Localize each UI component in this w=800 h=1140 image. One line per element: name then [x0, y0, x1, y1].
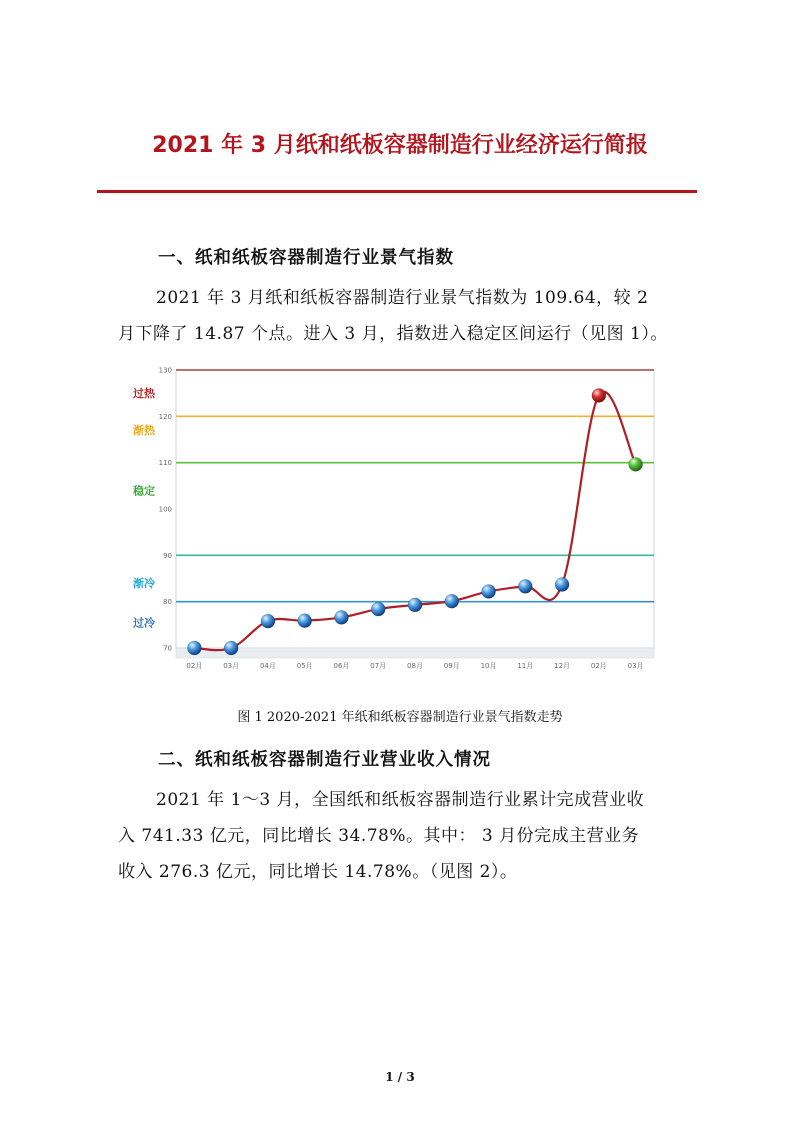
document-title: 2021 年 3 月纸和纸板容器制造行业经济运行简报: [152, 133, 648, 158]
zone-label-1: 过热: [133, 387, 155, 401]
data-point-1: [187, 641, 201, 655]
y-tick-70: 70: [163, 644, 172, 653]
zone-label-3: 稳定: [133, 484, 155, 498]
y-tick-90: 90: [163, 551, 172, 560]
y-tick-130: 130: [158, 366, 172, 375]
x-tick-7: 08月: [407, 662, 423, 670]
x-axis-band: [176, 648, 654, 658]
section1-paragraph: [118, 280, 703, 352]
data-point-10: [518, 579, 532, 593]
x-tick-8: 09月: [443, 662, 460, 670]
x-tick-12: 02月: [590, 662, 607, 670]
section1-heading: 一、纸和纸板容器制造行业景气指数: [158, 248, 454, 268]
data-point-8: [445, 594, 459, 608]
x-tick-5: 06月: [333, 662, 350, 670]
x-tick-6: 07月: [370, 662, 387, 670]
zone-label-2: 渐热: [133, 424, 155, 438]
section2-line3: 收入 276.3 亿元，同比增长 14.78%。（见图 2）。: [118, 862, 518, 882]
x-tick-3: 04月: [259, 662, 276, 670]
data-point-3: [261, 614, 275, 628]
data-point-9: [482, 584, 496, 598]
x-tick-2: 03月: [223, 662, 240, 670]
data-point-7: [408, 598, 422, 612]
title-divider: [97, 190, 697, 193]
y-tick-110: 110: [158, 459, 172, 468]
page-number: 1 / 3: [385, 1070, 415, 1084]
x-tick-13: 03月: [627, 662, 644, 670]
x-tick-4: 05月: [296, 662, 313, 670]
section2-line1: 2021 年 1～3 月，全国纸和纸板容器制造行业累计完成营业收: [156, 790, 645, 810]
data-point-4: [298, 614, 312, 628]
y-tick-100: 100: [158, 505, 172, 514]
data-point-6: [371, 602, 385, 616]
figure1-caption: 图 1 2020-2021 年纸和纸板容器制造行业景气指数走势: [237, 710, 563, 725]
section2-line2: 入 741.33 亿元，同比增长 34.78%。其中： 3 月份完成主营业务: [118, 826, 640, 846]
section1-line1: 2021 年 3 月纸和纸板容器制造行业景气指数为 109.64，较 2: [156, 288, 649, 308]
data-point-2: [224, 641, 238, 655]
figure1-chart: [128, 360, 668, 672]
x-tick-11: 12月: [554, 662, 571, 670]
section2-paragraph: [118, 782, 703, 890]
data-point-12: [592, 388, 606, 402]
zone-label-4: 渐冷: [133, 577, 155, 591]
data-point-11: [555, 578, 569, 592]
y-tick-80: 80: [163, 598, 172, 607]
x-tick-9: 10月: [480, 662, 497, 670]
data-point-5: [334, 610, 348, 624]
section2-heading: 二、纸和纸板容器制造行业营业收入情况: [158, 750, 491, 770]
x-tick-1: 02月: [186, 662, 203, 670]
zone-label-5: 过冷: [133, 616, 155, 630]
y-tick-120: 120: [158, 412, 172, 421]
x-tick-10: 11月: [517, 662, 534, 670]
data-point-13: [629, 457, 643, 471]
section1-line2: 月下降了 14.87 个点。进入 3 月，指数进入稳定区间运行（见图 1）。: [118, 324, 668, 344]
